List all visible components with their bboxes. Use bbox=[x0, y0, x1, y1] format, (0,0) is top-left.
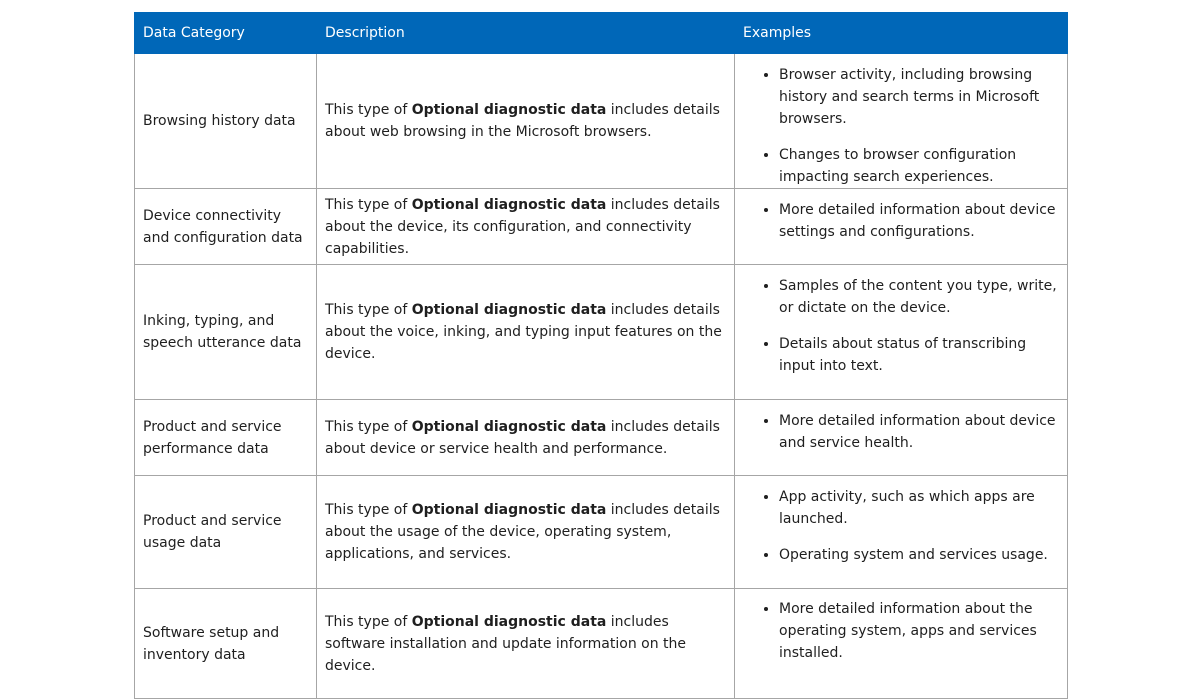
description-text: includes details about device or service health and performance. bbox=[325, 418, 720, 457]
header-data-category: Data Category bbox=[135, 13, 317, 54]
description-text: This type of bbox=[325, 613, 412, 630]
description-text: includes details about web browsing in the Microsoft browsers. bbox=[325, 102, 720, 140]
description-text: includes details about the device, its configuration, and connectivity capabilities. bbox=[325, 196, 720, 257]
description-bold-term: Optional diagnostic data bbox=[411, 196, 607, 213]
category-cell: Software setup and inventory data bbox=[135, 589, 317, 699]
table-row bbox=[135, 589, 1068, 699]
examples-list bbox=[755, 410, 1059, 454]
examples-list bbox=[755, 199, 1059, 243]
header-examples: Examples bbox=[735, 13, 1068, 54]
description-text: includes details about the voice, inking, and typing input features on the device. bbox=[325, 302, 722, 362]
description-bold-term: Optional diagnostic data bbox=[411, 302, 607, 318]
example-item: • Changes to browser configuration impacting search experiences. bbox=[779, 144, 1059, 188]
examples-cell bbox=[735, 54, 1068, 189]
description-bold-term: Optional diagnostic data bbox=[411, 502, 607, 518]
description-text: This type of bbox=[325, 102, 412, 118]
category-cell: Browsing history data bbox=[135, 54, 317, 189]
category-cell: Product and service performance data bbox=[135, 400, 317, 476]
table-header-row bbox=[135, 13, 1068, 54]
description-text: includes details about the usage of the device, operating system, applications, and services. bbox=[325, 502, 720, 562]
category-cell: Product and service usage data bbox=[135, 476, 317, 589]
header-description: Description bbox=[317, 13, 735, 54]
example-item: • Details about status of transcribing input into text. bbox=[779, 333, 1059, 377]
example-item: • App activity, such as which apps are launched. bbox=[779, 486, 1059, 530]
description-cell bbox=[317, 476, 735, 589]
description-cell bbox=[317, 54, 735, 189]
example-item: • Browser activity, including browsing history and search terms in Microsoft browsers. bbox=[779, 64, 1059, 130]
description-cell bbox=[317, 189, 735, 265]
description-cell bbox=[317, 589, 735, 699]
table-row bbox=[135, 54, 1068, 189]
examples-list bbox=[755, 275, 1059, 377]
examples-cell bbox=[735, 265, 1068, 400]
example-item: • Operating system and services usage. bbox=[779, 544, 1059, 566]
description-bold-term: Optional diagnostic data bbox=[411, 418, 607, 435]
example-item: • More detailed information about device settings and configurations. bbox=[779, 199, 1059, 243]
example-item: • Samples of the content you type, write, or dictate on the device. bbox=[779, 275, 1059, 319]
diagnostic-data-table-container bbox=[134, 12, 1067, 699]
table-row bbox=[135, 265, 1068, 400]
description-text: includes software installation and update information on the device. bbox=[325, 613, 687, 674]
examples-cell bbox=[735, 189, 1068, 265]
examples-list bbox=[755, 598, 1059, 664]
example-item: • More detailed information about device and service health. bbox=[779, 410, 1059, 454]
examples-list bbox=[755, 486, 1059, 566]
description-bold-term: Optional diagnostic data bbox=[411, 102, 607, 118]
description-cell bbox=[317, 400, 735, 476]
table-row bbox=[135, 189, 1068, 265]
description-cell bbox=[317, 265, 735, 400]
example-item: • More detailed information about the operating system, apps and services installed. bbox=[779, 598, 1059, 664]
table-row bbox=[135, 476, 1068, 589]
description-text: This type of bbox=[325, 196, 412, 213]
description-bold-term: Optional diagnostic data bbox=[411, 613, 607, 630]
description-text: This type of bbox=[325, 502, 412, 518]
table-row bbox=[135, 400, 1068, 476]
diagnostic-data-table bbox=[134, 12, 1068, 699]
description-text: This type of bbox=[325, 418, 412, 435]
examples-cell bbox=[735, 589, 1068, 699]
category-cell: Device connectivity and configuration data bbox=[135, 189, 317, 265]
examples-cell bbox=[735, 476, 1068, 589]
examples-cell bbox=[735, 400, 1068, 476]
description-text: This type of bbox=[325, 302, 412, 318]
examples-list bbox=[755, 64, 1059, 188]
category-cell: Inking, typing, and speech utterance data bbox=[135, 265, 317, 400]
